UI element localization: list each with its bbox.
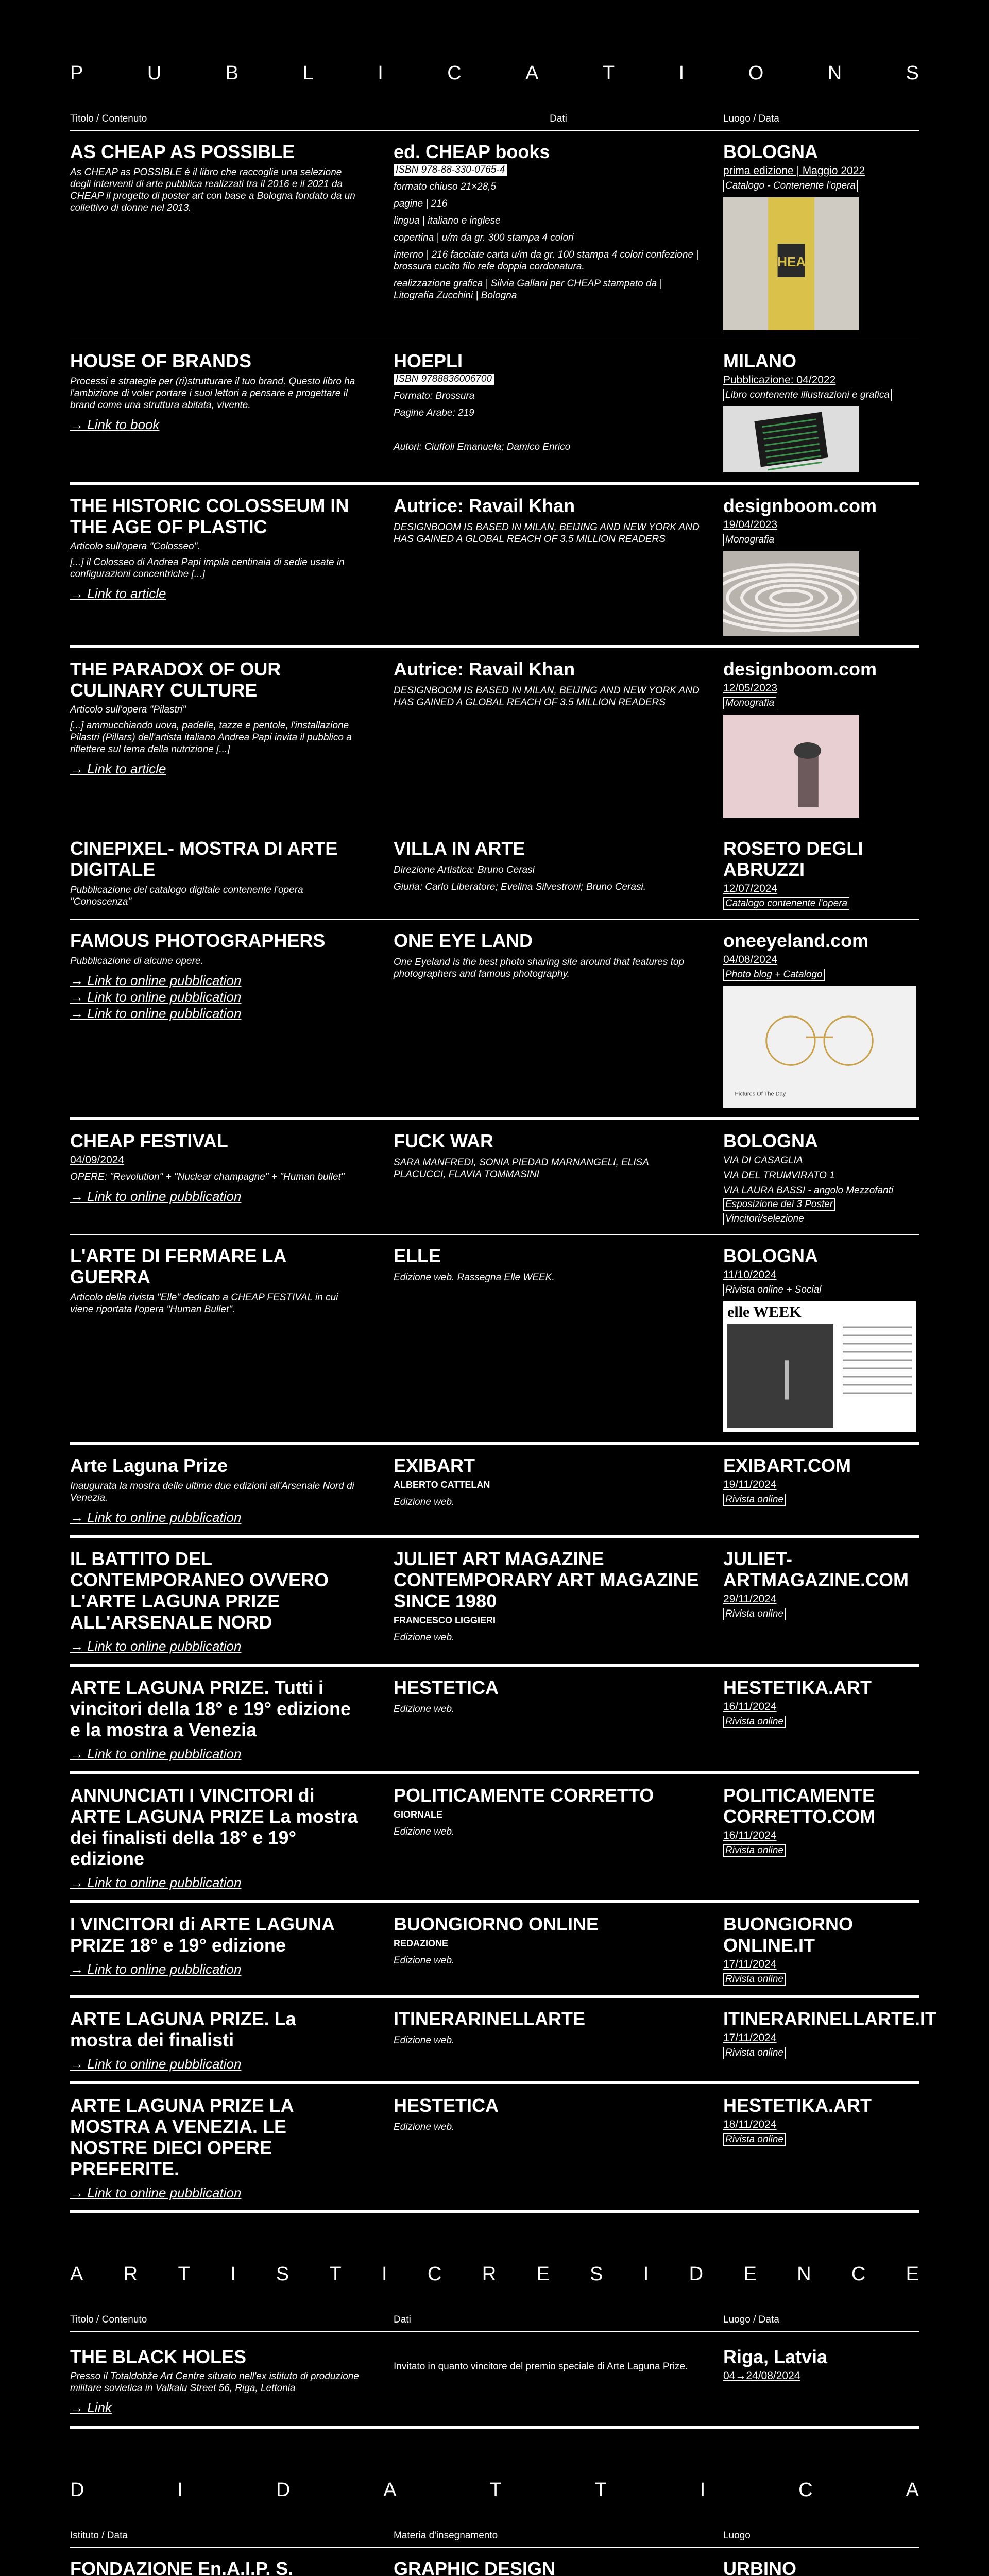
type-badge: Rivista online [723,1494,786,1506]
publication-place [723,1130,919,1225]
publication-detail: DESIGNBOOM IS BASED IN MILAN, BEIJING AND NEW YORK AND HAS GAINED A GLOBAL REACH OF 3.5 MILLION READERS [394,522,700,545]
publication-date: 12/07/2024 [723,883,778,894]
publication-data [394,1548,723,1654]
publication-date: 19/04/2023 [723,519,778,531]
publication-title: IL BATTITO DEL CONTEMPORANEO OVVERO L'ARTE LAGUNA PRIZE ALL'ARSENALE NORD [70,1548,329,1633]
publication-link[interactable]: → Link to online pubblication [70,2056,242,2072]
type-badge: Monografia [723,534,776,546]
publication-detail: ALBERTO CATTELAN [394,1480,490,1490]
publication-title: ANNUNCIATI I VINCITORI di ARTE LAGUNA PRIZE La mostra dei finalisti della 18° e 19° edizione [70,1785,358,1869]
publication-place [723,1913,919,1986]
address-line: VIA DI CASAGLIA [723,1155,803,1166]
publication-data [394,658,723,818]
publication-date: 17/11/2024 [723,2032,777,2044]
publisher-name: HOEPLI [394,350,463,371]
publication-row [70,920,919,1117]
teaching-row [70,2548,919,2576]
column-header: Istituto / Data [70,2530,128,2541]
publication-content [70,1677,394,1762]
publication-detail: Giuria: Carlo Liberatore; Evelina Silvestroni; Bruno Cerasi. [394,882,646,892]
publication-detail: formato chiuso 21×28,5 [394,181,497,192]
publication-detail: DESIGNBOOM IS BASED IN MILAN, BEIJING AND NEW YORK AND HAS GAINED A GLOBAL REACH OF 3.5 MILLION READERS [394,685,700,708]
publication-description: As CHEAP as POSSIBLE è il libro che raccoglie una selezione degli interventi di arte pubblica realizzati tra il 2016 e il 2021 da CHEAP il progetto di poster art con base a Bologna fondato da un collettivo di donne nel 2013. [70,167,355,213]
publication-content [70,141,394,330]
elle-thumbnail [723,1301,916,1432]
publication-content [70,1785,394,1891]
column-header: Luogo [723,2530,751,2541]
publication-title: I VINCITORI di ARTE LAGUNA PRIZE 18° e 19° edizione [70,1913,334,1956]
publication-detail: FRANCESCO LIGGIERI [394,1615,496,1625]
paradox-thumbnail [723,715,859,818]
residence-link[interactable]: → Link [70,2400,112,2415]
publication-data [394,1245,723,1432]
publication-row [70,1538,919,1664]
publication-title: ARTE LAGUNA PRIZE LA MOSTRA A VENEZIA. LE NOSTRE DIECI OPERE PREFERITE. [70,2095,294,2179]
publication-row [70,1445,919,1535]
place-name: HESTETIKA.ART [723,2095,872,2116]
publication-place [723,495,919,636]
publication-link[interactable]: → Link to online pubblication [70,1638,242,1654]
publication-title: FAMOUS PHOTOGRAPHERS [70,930,326,951]
publication-title: THE HISTORIC COLOSSEUM IN THE AGE OF PLASTIC [70,495,349,537]
publication-content [70,930,394,1108]
publication-detail: realizzazione grafica | Silvia Gallani per CHEAP stampato da | Litografia Zucchini | Bologna [394,278,662,301]
publication-content [70,1130,394,1225]
publication-row [70,131,919,340]
publication-title: ARTE LAGUNA PRIZE. La mostra dei finalisti [70,2008,296,2050]
publication-row [70,1235,919,1442]
publication-detail: interno | 216 facciate carta u/m da gr. 100 stampa 4 colori confezione | brossura cucito filo refe doppia cordonatura. [394,249,699,272]
publication-place [723,2008,936,2072]
publication-link[interactable]: → Link to book [70,417,160,432]
publication-link[interactable]: → Link to online pubblication [70,1189,242,1204]
publisher-name: FUCK WAR [394,1130,493,1151]
publication-place [723,658,919,818]
column-header: Titolo / Contenuto [70,2314,147,2325]
publication-title: CHEAP FESTIVAL [70,1130,228,1151]
publication-date: prima edizione | Maggio 2022 [723,165,865,177]
type-badge: Esposizione dei 3 Poster [723,1198,835,1211]
publication-link[interactable]: → Link to online pubblication [70,989,242,1005]
publication-place [723,350,919,472]
publication-link[interactable]: → Link to online pubblication [70,1875,242,1890]
type-badge: Rivista online [723,1608,786,1620]
publication-place [723,1548,919,1654]
publication-row [70,1903,919,1995]
publication-row [70,1120,919,1234]
column-header: Luogo / Data [723,2314,779,2325]
publication-title: L'ARTE DI FERMARE LA GUERRA [70,1245,286,1287]
publisher-name: HESTETICA [394,2095,499,2116]
publication-detail: Edizione web. [394,1826,455,1837]
type-badge: Rivista online [723,2047,786,2059]
thumbnail-caption: elle WEEK [727,1303,802,1320]
residence-date: 04→24/08/2024 [723,2370,800,2382]
address-line: VIA LAURA BASSI - angolo Mezzofanti [723,1185,894,1196]
publication-detail: Edizione web. [394,1497,455,1507]
isbn-badge: ISBN 978-88-330-0765-4 [394,164,507,176]
publication-place [723,1785,919,1891]
publisher-name: EXIBART [394,1455,475,1476]
publisher-name: ITINERARINELLARTE [394,2008,585,2029]
residences-title: A R T I S T I C R E S I D E N C E [70,2263,919,2285]
publication-title: HOUSE OF BRANDS [70,350,252,371]
publication-content [70,838,394,910]
publication-link[interactable]: → Link to online pubblication [70,1746,242,1761]
publication-detail: Formato: Brossura [394,391,475,401]
publication-detail: Direzione Artistica: Bruno Cerasi [394,865,535,875]
publication-content [70,1455,394,1526]
publication-data [394,1130,723,1225]
column-header: Dati [394,2314,411,2325]
publication-date: 04/09/2024 [70,1154,125,1166]
place-name: oneeyeland.com [723,930,869,951]
type-badge: Rivista online + Social [723,1284,823,1296]
publication-detail: Edizione web. [394,1955,455,1966]
column-headers [70,2530,919,2548]
teaching-place: URBINO [723,2558,796,2576]
publisher-name: Autrice: Ravail Khan [394,658,575,680]
publication-place [723,1455,919,1526]
type-badge: Catalogo contenente l'opera [723,897,849,910]
type-badge: Catalogo - Contenente l'opera [723,180,858,192]
institution-name: FONDAZIONE En.A.I.P. S. [70,2558,294,2576]
publisher-name: Autrice: Ravail Khan [394,495,575,516]
svg-text:CHEAP: CHEAP [768,254,815,270]
publisher-name: ELLE [394,1245,441,1266]
publication-title: ARTE LAGUNA PRIZE. Tutti i vincitori della 18° e 19° edizione e la mostra a Venezia [70,1677,351,1740]
publication-row [70,340,919,482]
publication-detail: copertina | u/m da gr. 300 stampa 4 colori [394,232,574,243]
publication-detail: Edizione web. [394,1704,455,1715]
publisher-name: ed. CHEAP books [394,141,550,162]
publication-row [70,1998,936,2081]
publication-content [70,1548,394,1654]
publication-detail: Edizione web. [394,2035,455,2046]
publication-data [394,350,723,472]
publication-row [70,827,919,919]
publication-detail: Edizione web. [394,1632,455,1643]
publication-detail [394,424,703,436]
publication-detail: One Eyeland is the best photo sharing site around that features top photographers and famous photography. [394,957,685,979]
publication-row [70,1774,919,1900]
thumbnail-caption: Pictures Of The Day [735,1091,786,1097]
publication-subtitle: Articolo sull'opera "Pilastri" [70,704,186,715]
place-name: BOLOGNA [723,1245,818,1266]
publication-data [394,2095,723,2201]
row-divider [70,2426,919,2429]
publication-link[interactable]: → Link to online pubblication [70,1961,242,1977]
place-name: JULIET-ARTMAGAZINE.COM [723,1548,909,1590]
publisher-name: JULIET ART MAGAZINE CONTEMPORARY ART MAGAZINE SINCE 1980 [394,1548,699,1612]
type-badge: Rivista online [723,1844,786,1857]
column-headers [70,113,919,131]
publisher-name: BUONGIORNO ONLINE [394,1913,599,1935]
publisher-name: VILLA IN ARTE [394,838,525,859]
publication-detail: Autori: Ciuffoli Emanuela; Damico Enrico [394,442,571,452]
residence-place: Riga, Latvia [723,2346,828,2367]
publication-description: [...] ammucchiando uova, padelle, tazze e pentole, l'installazione Pilastri (Pillars) dell'artista italiano Andrea Papi invita il pubblico a riflettere sul tema della nutrizione [...] [70,720,352,755]
publication-description: Pubblicazione di alcune opere. [70,956,203,967]
publication-date: 16/11/2024 [723,1701,777,1713]
publication-link[interactable]: → Link to online pubblication [70,1006,242,1021]
type-badge: Monografia [723,697,776,709]
column-headers [70,2314,919,2332]
didattica-title: D I D A T T I C A [70,2479,919,2501]
publication-place [723,141,919,330]
residence-description: Presso il Totaldobže Art Centre situato nell'ex istituto di produzione militare sovietica in Valkalu Street 56, Riga, Lettonia [70,2371,359,2394]
publication-content [70,350,394,472]
type-badge: Libro contenente illustrazioni e grafica [723,389,892,401]
publication-link[interactable]: → Link to online pubblication [70,1510,242,1525]
publication-data [394,1455,723,1526]
publication-content [70,2008,394,2072]
publication-content [70,1913,394,1986]
column-header: Materia d'insegnamento [394,2530,498,2541]
publication-place [723,1245,919,1432]
cheap-thumbnail [723,197,859,330]
publication-detail: SARA MANFREDI, SONIA PIEDAD MARNANGELI, ELISA PLACUCCI, FLAVIA TOMMASINI [394,1157,649,1180]
publication-data [394,838,723,910]
publication-data [394,2008,723,2072]
publication-row [70,485,919,645]
publication-date: Pubblicazione: 04/2022 [723,374,836,386]
residence-row [70,2332,919,2426]
publication-content [70,2095,394,2201]
place-name: BUONGIORNO ONLINE.IT [723,1913,853,1956]
publication-row [70,1667,919,1771]
place-name: BOLOGNA [723,141,818,162]
publication-row [70,2084,919,2210]
residence-data: Invitato in quanto vincitore del premio speciale di Arte Laguna Prize. [394,2361,688,2372]
type-badge: Rivista online [723,1973,786,1986]
publication-detail: Edizione web. Rassegna Elle WEEK. [394,1272,555,1283]
publisher-name: ONE EYE LAND [394,930,533,951]
publication-data [394,141,723,330]
place-name: ROSETO DEGLI ABRUZZI [723,838,863,880]
publication-detail: REDAZIONE [394,1938,449,1948]
publication-date: 04/08/2024 [723,954,778,965]
publication-subtitle: Articolo sull'opera "Colosseo". [70,541,200,552]
place-name: designboom.com [723,495,877,516]
residence-title: THE BLACK HOLES [70,2346,246,2367]
place-name: MILANO [723,350,796,371]
publication-data [394,1913,723,1986]
place-name: designboom.com [723,658,877,680]
publication-link[interactable]: → Link to online pubblication [70,973,242,988]
type-badge: Rivista online [723,2133,786,2146]
place-name: BOLOGNA [723,1130,818,1151]
publisher-name: POLITICAMENTE CORRETTO [394,1785,654,1806]
glasses-thumbnail [723,986,916,1108]
publication-detail: lingua | italiano e inglese [394,215,501,226]
publication-detail: GIORNALE [394,1809,443,1820]
publication-detail: Edizione web. [394,2122,455,2132]
publication-place [723,1677,919,1762]
publication-data [394,1785,723,1891]
brand-thumbnail [723,406,859,472]
publication-link[interactable]: → Link to article [70,761,166,776]
publication-data [394,1677,723,1762]
publication-row [70,648,919,827]
publication-detail: Pagine Arabe: 219 [394,408,474,418]
type-badge: Vincitori/selezione [723,1213,806,1225]
type-badge: Rivista online [723,1716,786,1728]
place-name: POLITICAMENTE CORRETTO.COM [723,1785,876,1827]
isbn-badge: ISBN 9788836006700 [394,374,494,385]
publication-description: OPERE: "Revolution" + "Nuclear champagne" + "Human bullet" [70,1172,345,1182]
publication-description: Pubblicazione del catalogo digitale contenente l'opera "Conoscenza" [70,885,303,907]
type-badge: Photo blog + Catalogo [723,969,825,981]
publications-title: P U B L I C A T I O N S [70,62,919,84]
publication-date: 17/11/2024 [723,1958,777,1970]
subject-name: GRAPHIC DESIGN [394,2558,556,2576]
place-name: ITINERARINELLARTE.IT [723,2008,936,2029]
publication-date: 18/11/2024 [723,2119,777,2130]
row-divider [70,2210,919,2213]
page [0,62,989,2576]
publication-date: 16/11/2024 [723,1829,777,1841]
place-name: EXIBART.COM [723,1455,851,1476]
publication-date: 19/11/2024 [723,1479,777,1490]
publication-place [723,930,919,1108]
publication-title: Arte Laguna Prize [70,1455,228,1476]
place-name: HESTETIKA.ART [723,1677,872,1698]
publication-content [70,495,394,636]
publication-title: CINEPIXEL- MOSTRA DI ARTE DIGITALE [70,838,338,880]
publication-description: Processi e strategie per (ri)strutturare il tuo brand. Questo libro ha l'ambizione di voler portare i suoi lettori a pensare e progettare il brand come una struttura abitata, vivente. [70,376,355,411]
publication-data [394,495,723,636]
publication-data [394,930,723,1108]
colosseum-thumbnail [723,551,859,636]
publisher-name: HESTETICA [394,1677,499,1698]
column-header: Luogo / Data [723,113,779,124]
publication-place [723,838,919,910]
address-line: VIA DEL TRUMVIRATO 1 [723,1170,835,1181]
publication-title: THE PARADOX OF OUR CULINARY CULTURE [70,658,281,701]
publication-content [70,1245,394,1432]
publication-description: Inaugurata la mostra delle ultime due edizioni all'Arsenale Nord di Venezia. [70,1481,354,1503]
publication-detail: pagine | 216 [394,198,448,209]
column-header: Dati [550,113,567,124]
publication-date: 11/10/2024 [723,1269,777,1281]
publication-content [70,658,394,818]
publication-date: 29/11/2024 [723,1593,777,1605]
column-header: Titolo / Contenuto [70,113,147,124]
publication-date: 12/05/2023 [723,682,778,694]
publication-title: AS CHEAP AS POSSIBLE [70,141,295,162]
publication-description: Articolo della rivista "Elle" dedicato a CHEAP FESTIVAL in cui viene riportata l'opera "Human Bullet". [70,1292,338,1315]
publication-link[interactable]: → Link to online pubblication [70,2185,242,2200]
publication-place [723,2095,919,2201]
publication-link[interactable]: → Link to article [70,586,166,601]
publication-description: [...] il Colosseo di Andrea Papi impila centinaia di sedie usate in configurazioni concentriche [...] [70,557,345,580]
